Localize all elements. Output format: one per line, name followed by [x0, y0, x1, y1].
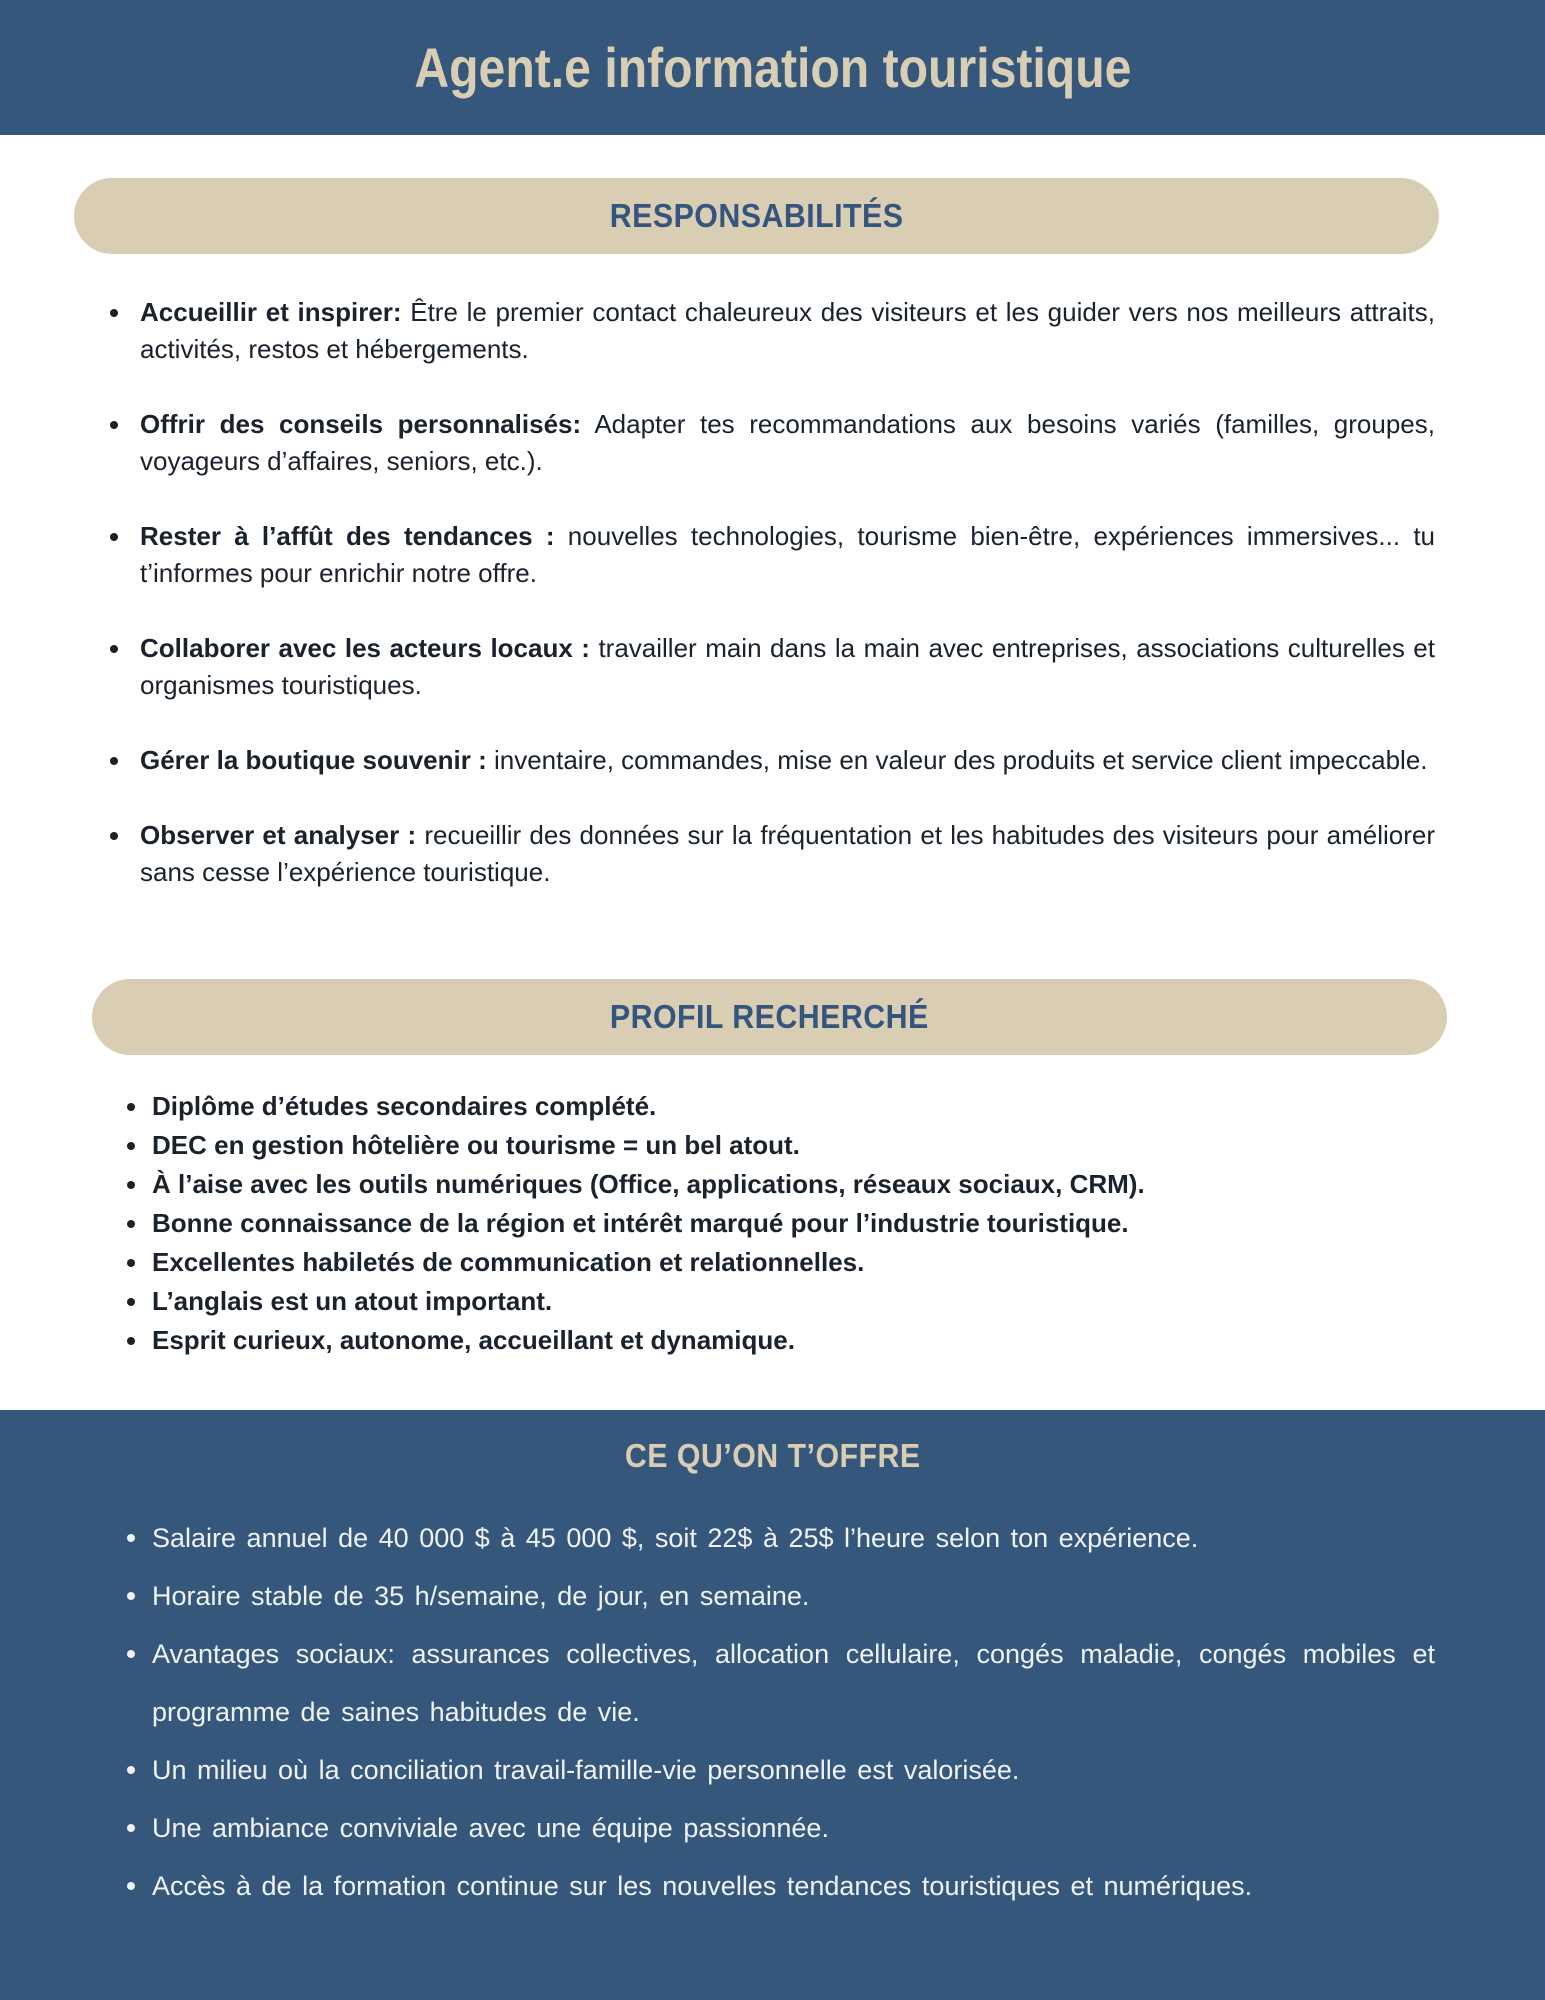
bullet-dot [127, 1882, 135, 1890]
list-item-text: Excellentes habiletés de communication et relationnelles. [152, 1247, 865, 1277]
bullet-dot [127, 1259, 135, 1267]
section-heading-profil [92, 979, 1447, 1055]
list-item-rest: recueillir des données sur la fréquentation et les habitudes des visiteurs pour améliorer sans cesse l’expérience touristique. [140, 820, 1436, 887]
list-item [110, 742, 1435, 779]
list-item [127, 1204, 1445, 1243]
list-item [110, 630, 1435, 704]
list-item-text: Accès à de la formation continue sur les nouvelles tendances touristiques et numériques. [152, 1871, 1253, 1901]
list-item [127, 1625, 1435, 1741]
section-heading-offre [0, 1436, 1545, 1483]
list-item-rest: travailler main dans la main avec entreprises, associations culturelles et organismes touristiques. [140, 633, 1435, 700]
bullet-dot [110, 421, 118, 429]
list-item [110, 406, 1435, 480]
list-item-text: Une ambiance conviviale avec une équipe passionnée. [152, 1813, 829, 1843]
list-item-text: Esprit curieux, autonome, accueillant et dynamique. [152, 1325, 795, 1355]
list-item-lead: Gérer la boutique souvenir : [140, 745, 487, 775]
list-item-rest: Adapter tes recommandations aux besoins variés (familles, groupes, voyageurs d’affaires, seniors, etc.). [140, 409, 1435, 476]
list-item [127, 1243, 1445, 1282]
list-item-text [140, 742, 1435, 779]
responsabilites-list [0, 294, 1435, 929]
bullet-dot [110, 533, 118, 541]
list-item-text: DEC en gestion hôtelière ou tourisme = un bel atout. [152, 1130, 800, 1160]
list-item-text: Un milieu où la conciliation travail-famille-vie personnelle est valorisée. [152, 1755, 1020, 1785]
list-item-text [140, 406, 1435, 480]
bullet-dot [127, 1824, 135, 1832]
list-item-lead: Accueillir et inspirer: [140, 297, 402, 327]
list-item [127, 1799, 1435, 1857]
bullet-dot [110, 832, 118, 840]
bullet-dot [127, 1298, 135, 1306]
list-item-text: Avantages sociaux: assurances collectives, allocation cellulaire, congés maladie, congés mobiles et programme de saines habitudes de vie. [152, 1639, 1435, 1727]
list-item [127, 1321, 1445, 1360]
bullet-dot [127, 1337, 135, 1345]
list-item-text [140, 817, 1435, 891]
section-heading-responsabilites-label: RESPONSABILITÉS [609, 197, 904, 234]
list-item [110, 294, 1435, 368]
list-item-text: Diplôme d’études secondaires complété. [152, 1091, 657, 1121]
list-item-text: Bonne connaissance de la région et intérêt marqué pour l’industrie touristique. [152, 1208, 1129, 1238]
list-item-lead: Offrir des conseils personnalisés: [140, 409, 582, 439]
bullet-dot [127, 1142, 135, 1150]
list-item-lead: Collaborer avec les acteurs locaux : [140, 633, 590, 663]
list-item-text: Horaire stable de 35 h/semaine, de jour, en semaine. [152, 1581, 810, 1611]
list-item-lead: Observer et analyser : [140, 820, 417, 850]
list-item-text [140, 518, 1435, 592]
list-item-rest: inventaire, commandes, mise en valeur des produits et service client impeccable. [486, 745, 1428, 775]
page-header [0, 0, 1545, 135]
profil-list [0, 1087, 1445, 1360]
list-item [127, 1509, 1435, 1567]
bullet-dot [127, 1220, 135, 1228]
section-offre [0, 1410, 1545, 2000]
page-title: Agent.e information touristique [413, 36, 1132, 99]
bullet-dot [127, 1181, 135, 1189]
bullet-dot [127, 1592, 135, 1600]
section-heading-responsabilites [74, 178, 1439, 254]
list-item-rest: Être le premier contact chaleureux des visiteurs et les guider vers nos meilleurs attraits, activités, restos et hébergements. [140, 297, 1435, 364]
list-item-rest: nouvelles technologies, tourisme bien-être, expériences immersives... tu t’informes pour enrichir notre offre. [140, 521, 1435, 588]
list-item [127, 1126, 1445, 1165]
list-item-lead: Rester à l’affût des tendances : [140, 521, 555, 551]
list-item [127, 1165, 1445, 1204]
bullet-dot [110, 309, 118, 317]
bullet-dot [127, 1103, 135, 1111]
offre-list [0, 1509, 1435, 1915]
bullet-dot [110, 645, 118, 653]
list-item-text: L’anglais est un atout important. [152, 1286, 553, 1316]
list-item-text: À l’aise avec les outils numériques (Office, applications, réseaux sociaux, CRM). [152, 1169, 1145, 1199]
list-item [110, 817, 1435, 891]
list-item [127, 1567, 1435, 1625]
list-item-text [140, 294, 1435, 368]
list-item-text: Salaire annuel de 40 000 $ à 45 000 $, soit 22$ à 25$ l’heure selon ton expérience. [152, 1523, 1199, 1553]
section-heading-profil-label: PROFIL RECHERCHÉ [610, 998, 929, 1035]
list-item-text [140, 630, 1435, 704]
list-item [110, 518, 1435, 592]
list-item [127, 1857, 1435, 1915]
bullet-dot [127, 1650, 135, 1658]
list-item [127, 1087, 1445, 1126]
bullet-dot [127, 1534, 135, 1542]
bullet-dot [110, 757, 118, 765]
list-item [127, 1741, 1435, 1799]
section-heading-offre-label: CE QU’ON T’OFFRE [624, 1437, 921, 1474]
list-item [127, 1282, 1445, 1321]
bullet-dot [127, 1766, 135, 1774]
